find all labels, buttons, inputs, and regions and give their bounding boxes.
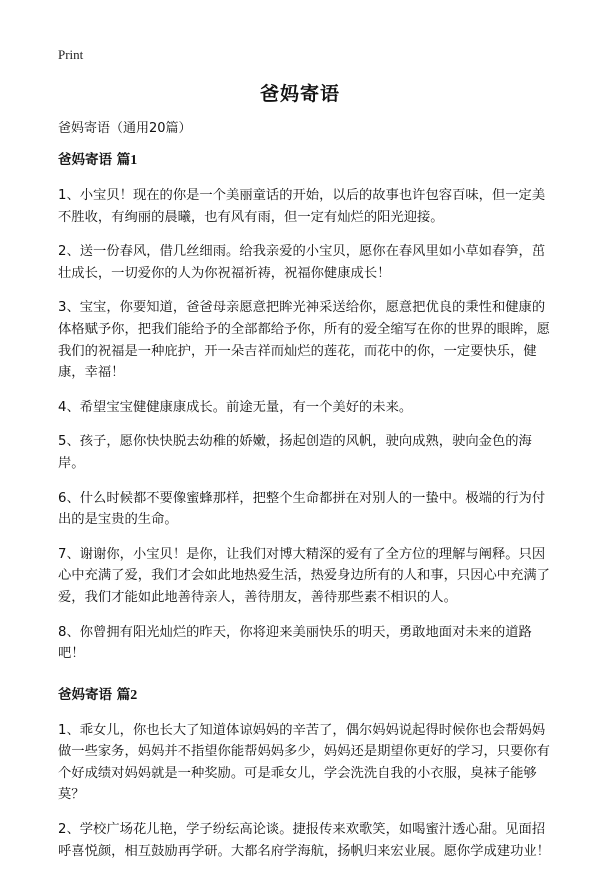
- paragraph: 8、你曾拥有阳光灿烂的昨天，你将迎来美丽快乐的明天，勇敢地面对未来的道路吧！: [58, 624, 532, 662]
- section-2: [58, 685, 550, 863]
- paragraph: 2、学校广场花儿艳，学子纷纭高论谈。捷报传来欢歌笑，如喝蜜汁透心甜。见面招呼喜悦颜，相互鼓励再学研。大都名府学海航，扬帆归来宏业展。愿你学成建功业！: [58, 822, 550, 859]
- page-title: 爸妈寄语: [259, 83, 340, 105]
- document-body: [58, 150, 550, 875]
- paragraph: 7、谢谢你，小宝贝！是你，让我们对博大精深的爱有了全方位的理解与阐释。只因心中充满了爱，我们才会如此地热爱生活，热爱身边所有的人和事，只因心中充满了爱，我们才能如此地善待亲人，善待朋友，善待那些素不相识的人。: [58, 546, 550, 605]
- paragraph: 2、送一份春风，借几丝细雨。给我亲爱的小宝贝，愿你在春风里如小草如春笋，茁壮成长，一切爱你的人为你祝福祈祷，祝福你健康成长！: [58, 244, 546, 281]
- section-heading: [58, 150, 550, 171]
- section-heading-text: 爸妈寄语 篇: [58, 152, 131, 168]
- section-heading-text: 爸妈寄语 篇: [58, 686, 131, 703]
- paragraph: 1、乖女儿，你也长大了知道体谅妈妈的辛苦了，偶尔妈妈说起得时候你也会帮妈妈做一些家务，妈妈并不指望你能帮妈妈多少，妈妈还是期望你更好的学习，只要你有个好成绩对妈妈就是一种奖励。可是乖女儿，学会洗洗自我的小衣服，臭袜子能够莫？: [58, 722, 550, 803]
- paragraph: 4、希望宝宝健健康康成长。前途无量，有一个美好的未来。: [58, 399, 413, 415]
- section-heading: [58, 685, 550, 706]
- print-link[interactable]: Print: [58, 47, 84, 62]
- section-1: [58, 150, 550, 665]
- document-subtitle: 爸妈寄语（通用20篇）: [58, 121, 192, 136]
- paragraph: 1、小宝贝！现在的你是一个美丽童话的开始，以后的故事也许包容百味，但一定美不胜收，有绚丽的晨曦，也有风有雨，但一定有灿烂的阳光迎接。: [58, 188, 546, 225]
- paragraph: 3、宝宝，你要知道，爸爸母亲愿意把眸光神采送给你，愿意把优良的秉性和健康的体格赋予你，把我们能给予的全部都给予你，所有的爱全缩写在你的世界的眼眸，愿我们的祝福是一种庇护，开一朵吉祥而灿烂的莲花，而花中的你，一定要快乐，健康，幸福！: [58, 300, 550, 381]
- section-heading-number: 1: [130, 153, 138, 168]
- paragraph: 6、什么时候都不要像蜜蜂那样，把整个生命都拼在对别人的一蛰中。极端的行为付出的是宝贵的生命。: [58, 490, 546, 528]
- section-heading-number: 2: [130, 687, 138, 703]
- paragraph: 5、孩子，愿你快快脱去幼稚的娇嫩，扬起创造的风帆，驶向成熟，驶向金色的海岸。: [58, 434, 532, 471]
